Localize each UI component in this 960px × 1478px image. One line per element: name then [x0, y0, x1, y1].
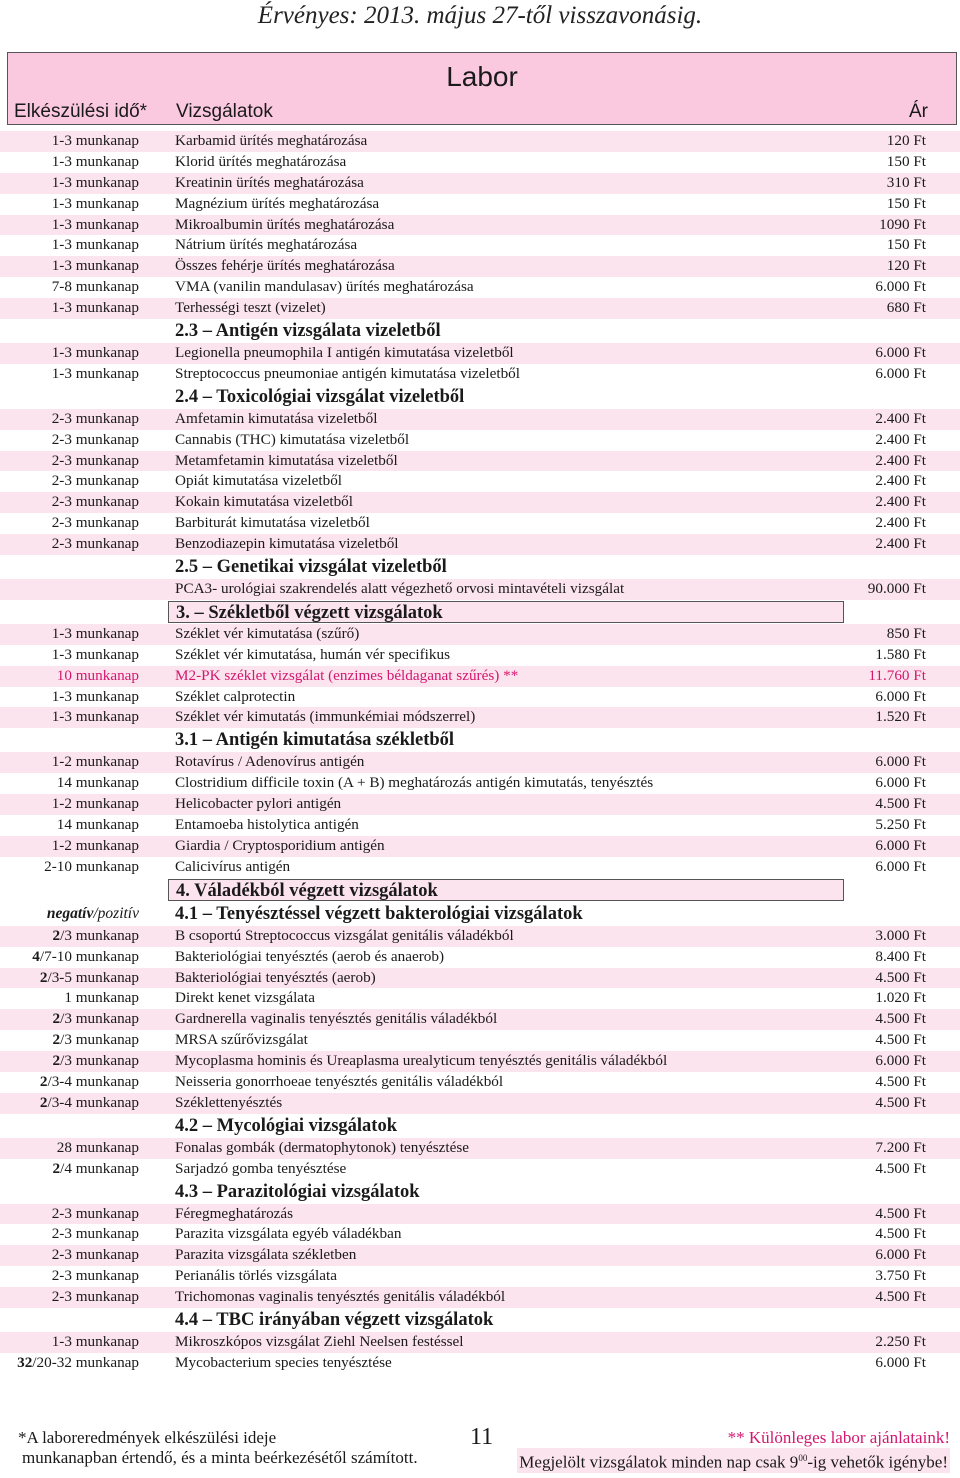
- table-row: [0, 534, 960, 555]
- turnaround-text: 2-3 munkanap: [51, 451, 139, 469]
- turnaround-time: [44, 857, 139, 878]
- table-row: [0, 1009, 960, 1030]
- table-row: [0, 773, 960, 794]
- test-name: Helicobacter pylori antigén: [175, 795, 342, 813]
- table-row: [0, 409, 960, 430]
- turnaround-negative-days: 2: [52, 1052, 61, 1070]
- section-title: 4. Váladékból végzett vizsgálatok: [168, 879, 844, 901]
- table-row: [0, 471, 960, 492]
- turnaround-time: [57, 1138, 139, 1159]
- test-name: Bakteriológiai tenyésztés (aerob és anaerob): [175, 947, 445, 965]
- test-name: VMA (vanilin mandulasav) ürítés meghatározása: [175, 278, 474, 296]
- test-name: Mycobacterium species tenyésztése: [175, 1353, 392, 1371]
- test-name: Nátrium ürítés meghatározása: [175, 236, 358, 254]
- turnaround-text: 1-3 munkanap: [51, 257, 139, 275]
- turnaround-time: [57, 773, 139, 794]
- test-price: 6.000 Ft: [875, 836, 926, 854]
- table-row: [0, 1266, 960, 1287]
- test-name: Cannabis (THC) kimutatása vizeletből: [175, 430, 410, 448]
- turnaround-text: /3-4 munkanap: [47, 1072, 139, 1090]
- table-row: [0, 492, 960, 513]
- turnaround-text: /3 munkanap: [60, 1052, 139, 1070]
- turnaround-time: [64, 988, 139, 1009]
- test-price: 6.000 Ft: [875, 857, 926, 875]
- test-price: 850 Ft: [886, 624, 926, 642]
- table-row: [0, 752, 960, 773]
- test-price: 6.000 Ft: [875, 1246, 926, 1264]
- special-offer-text: ** Különleges labor ajánlataink!: [727, 1428, 950, 1447]
- turnaround-text: 1-3 munkanap: [51, 687, 139, 705]
- test-name: Összes fehérje ürítés meghatározása: [175, 257, 395, 275]
- turnaround-negative-days: 2: [52, 1159, 61, 1177]
- test-name: Széklet calprotectin: [175, 687, 296, 705]
- turnaround-text: /3 munkanap: [60, 1010, 139, 1028]
- test-price: 6.000 Ft: [875, 1353, 926, 1371]
- test-price: 3.750 Ft: [875, 1267, 926, 1285]
- turnaround-time: [53, 1159, 139, 1180]
- section-heading: [0, 385, 960, 409]
- table-row: [0, 235, 960, 256]
- test-price: 8.400 Ft: [875, 947, 926, 965]
- table-header: [7, 52, 957, 125]
- test-name: Mikroalbumin ürítés meghatározása: [175, 215, 395, 233]
- turnaround-time: [52, 364, 139, 385]
- table-row: [0, 645, 960, 666]
- test-name: PCA3- urológiai szakrendelés alatt végezhető orvosi mintavételi vizsgálat: [175, 580, 625, 598]
- test-price: 1090 Ft: [879, 215, 926, 233]
- turnaround-negative-days: 2: [52, 1031, 61, 1049]
- table-row: [0, 131, 960, 152]
- table-row: [0, 794, 960, 815]
- turnaround-time: [52, 534, 139, 555]
- test-price: 4.500 Ft: [875, 795, 926, 813]
- turnaround-time: [52, 277, 139, 298]
- turnaround-time: [40, 1093, 139, 1114]
- test-price: 4.500 Ft: [875, 1288, 926, 1306]
- turnaround-text: 2-3 munkanap: [51, 514, 139, 532]
- turnaround-text: 1-3 munkanap: [51, 194, 139, 212]
- test-price: 6.000 Ft: [875, 687, 926, 705]
- turnaround-text: 2-3 munkanap: [51, 472, 139, 490]
- turnaround-text: 1-3 munkanap: [51, 173, 139, 191]
- test-name: Giardia / Cryptosporidium antigén: [175, 836, 385, 854]
- turnaround-time: [52, 215, 139, 236]
- section-heading: [0, 728, 960, 752]
- test-price: 6.000 Ft: [875, 1052, 926, 1070]
- test-price: 4.500 Ft: [875, 1010, 926, 1028]
- turnaround-time: [52, 1332, 139, 1353]
- section-heading: [0, 1308, 960, 1332]
- turnaround-text: 1-3 munkanap: [51, 215, 139, 233]
- test-name: Mikroszkópos vizsgálat Ziehl Neelsen festéssel: [175, 1332, 464, 1350]
- turnaround-time: [52, 430, 139, 451]
- test-price: 150 Ft: [886, 152, 926, 170]
- turnaround-text: 1-3 munkanap: [51, 152, 139, 170]
- column-header-test: Vizsgálatok: [176, 101, 273, 122]
- section-title: 2.3 – Antigén vizsgálata vizeletből: [175, 321, 441, 342]
- test-name: Fonalas gombák (dermatophytonok) tenyésztése: [175, 1138, 469, 1156]
- test-price: 6.000 Ft: [875, 278, 926, 296]
- test-name: Calicivírus antigén: [175, 857, 291, 875]
- table-row: [0, 1159, 960, 1180]
- test-name: Széklet vér kimutatása, humán vér specifikus: [175, 645, 450, 663]
- test-price: 2.400 Ft: [875, 514, 926, 532]
- test-name: M2-PK széklet vizsgálat (enzimes béldaganat szűrés) **: [175, 666, 519, 684]
- test-price: 1.020 Ft: [875, 989, 926, 1007]
- test-name: Széklettenyésztés: [175, 1093, 283, 1111]
- table-row: [0, 173, 960, 194]
- table-row: [0, 194, 960, 215]
- turnaround-text: 1-3 munkanap: [51, 236, 139, 254]
- table-row: [0, 579, 960, 600]
- turnaround-time: [52, 471, 139, 492]
- table-row: [0, 707, 960, 728]
- table-row: [0, 215, 960, 236]
- turnaround-text: 2-3 munkanap: [51, 430, 139, 448]
- test-price: 7.200 Ft: [875, 1138, 926, 1156]
- table-row: [0, 343, 960, 364]
- table-row: [0, 1138, 960, 1159]
- section-title: 2.4 – Toxicológiai vizsgálat vizeletből: [175, 386, 465, 407]
- turnaround-text: 2-3 munkanap: [51, 1288, 139, 1306]
- turnaround-text: /20-32 munkanap: [32, 1353, 139, 1371]
- turnaround-negative-days: 32: [17, 1353, 33, 1371]
- turnaround-time: [52, 1266, 139, 1287]
- test-price: 4.500 Ft: [875, 1093, 926, 1111]
- test-name: Direkt kenet vizsgálata: [175, 989, 316, 1007]
- section-heading: [0, 878, 960, 902]
- table-row: [0, 926, 960, 947]
- table-row: [0, 1353, 960, 1374]
- table-row: [0, 836, 960, 857]
- table-row: [0, 1287, 960, 1308]
- turnaround-negative-days: 2: [39, 968, 48, 986]
- test-price: 6.000 Ft: [875, 344, 926, 362]
- turnaround-time: [40, 1072, 139, 1093]
- table-row: [0, 624, 960, 645]
- turnaround-text: 1-3 munkanap: [51, 299, 139, 317]
- turnaround-text: 1-3 munkanap: [51, 364, 139, 382]
- test-name: Barbiturát kimutatása vizeletből: [175, 514, 370, 532]
- turnaround-time: [53, 1030, 139, 1051]
- page-title: Labor: [446, 61, 518, 92]
- test-name: Clostridium difficile toxin (A + B) meghatározás antigén kimutatás, tenyésztés: [175, 774, 654, 792]
- turnaround-time: [52, 1287, 139, 1308]
- turnaround-time: [52, 256, 139, 277]
- table-row: [0, 256, 960, 277]
- test-name: Gardnerella vaginalis tenyésztés genitális váladékból: [175, 1010, 498, 1028]
- turnaround-time: [52, 343, 139, 364]
- column-header-price: Ár: [909, 101, 928, 122]
- turnaround-time: [57, 666, 139, 687]
- turnaround-text: 2-10 munkanap: [44, 857, 139, 875]
- marked-tests-sup: 00: [798, 1453, 808, 1463]
- turnaround-text: 1-2 munkanap: [51, 836, 139, 854]
- turnaround-time: [52, 131, 139, 152]
- turnaround-text: 28 munkanap: [56, 1138, 139, 1156]
- test-price: 6.000 Ft: [875, 774, 926, 792]
- test-price: 680 Ft: [886, 299, 926, 317]
- footer-offer: [517, 1428, 950, 1473]
- test-price: 2.400 Ft: [875, 535, 926, 553]
- section-title: 4.3 – Parazitológiai vizsgálatok: [175, 1181, 420, 1202]
- test-name: Legionella pneumophila I antigén kimutatása vizeletből: [175, 344, 514, 362]
- turnaround-time: [52, 1224, 139, 1245]
- turnaround-text: 2-3 munkanap: [51, 493, 139, 511]
- turnaround-negative-days: 2: [52, 1010, 61, 1028]
- test-price: 2.250 Ft: [875, 1332, 926, 1350]
- table-row: [0, 1224, 960, 1245]
- turnaround-time: [52, 624, 139, 645]
- section-title: 4.4 – TBC irányában végzett vizsgálatok: [175, 1309, 494, 1330]
- turnaround-time: [52, 513, 139, 534]
- test-price: 310 Ft: [886, 173, 926, 191]
- test-name: Trichomonas vaginalis tenyésztés genitális váladékból: [175, 1288, 506, 1306]
- test-name: Terhességi teszt (vizelet): [175, 299, 326, 317]
- test-name: Kokain kimutatása vizeletből: [175, 493, 353, 511]
- result-type-negative: negatív: [46, 904, 94, 922]
- turnaround-time: [53, 1051, 139, 1072]
- test-price: 4.500 Ft: [875, 1031, 926, 1049]
- table-row: [0, 513, 960, 534]
- turnaround-text: 1 munkanap: [64, 989, 139, 1007]
- turnaround-time: [52, 836, 139, 857]
- turnaround-text: 1-2 munkanap: [51, 753, 139, 771]
- test-name: Parazita vizsgálata egyéb váladékban: [175, 1225, 402, 1243]
- turnaround-text: /3-4 munkanap: [47, 1093, 139, 1111]
- turnaround-text: 7-8 munkanap: [51, 278, 139, 296]
- test-name: Féregmeghatározás: [175, 1204, 294, 1222]
- test-name: B csoportú Streptococcus vizsgálat genitális váladékból: [175, 926, 514, 944]
- turnaround-negative-days: 2: [52, 926, 61, 944]
- table-row: [0, 430, 960, 451]
- turnaround-time: [57, 815, 139, 836]
- test-name: Kreatinin ürítés meghatározása: [175, 173, 364, 191]
- table-row: [0, 1245, 960, 1266]
- test-price: 120 Ft: [886, 257, 926, 275]
- turnaround-time: [53, 926, 139, 947]
- test-name: Karbamid ürítés meghatározása: [175, 132, 368, 149]
- turnaround-time: [52, 752, 139, 773]
- turnaround-text: 1-3 munkanap: [51, 344, 139, 362]
- section-heading: [0, 555, 960, 579]
- test-price: 4.500 Ft: [875, 1072, 926, 1090]
- test-name: Mycoplasma hominis és Ureaplasma urealyticum tenyésztés genitális váladékból: [175, 1052, 668, 1070]
- turnaround-time: [52, 1204, 139, 1225]
- turnaround-text: 2-3 munkanap: [51, 1225, 139, 1243]
- test-name: MRSA szűrővizsgálat: [175, 1031, 308, 1049]
- turnaround-time: [52, 492, 139, 513]
- table-row: [0, 815, 960, 836]
- test-price: 2.400 Ft: [875, 409, 926, 427]
- test-price: 4.500 Ft: [875, 968, 926, 986]
- turnaround-time: [52, 298, 139, 319]
- test-name: Opiát kimutatása vizeletből: [175, 472, 343, 490]
- table-row: [0, 968, 960, 989]
- test-name: Perianális törlés vizsgálata: [175, 1267, 337, 1285]
- turnaround-text: /3-5 munkanap: [47, 968, 139, 986]
- test-price: 1.520 Ft: [875, 708, 926, 726]
- column-header-time: Elkészülési idő*: [14, 101, 148, 122]
- marked-tests-note: [517, 1448, 950, 1473]
- test-name: Entamoeba histolytica antigén: [175, 816, 359, 834]
- table-row: [0, 1030, 960, 1051]
- turnaround-negative-days: 4: [32, 947, 40, 965]
- section-title: 3.1 – Antigén kimutatása székletből: [175, 730, 455, 751]
- test-name: Metamfetamin kimutatása vizeletből: [175, 451, 398, 469]
- turnaround-text: 10 munkanap: [56, 666, 139, 684]
- table-row: [0, 1204, 960, 1225]
- turnaround-negative-days: 2: [39, 1093, 48, 1111]
- turnaround-text: 14 munkanap: [56, 816, 139, 834]
- test-name: Magnézium ürítés meghatározása: [175, 194, 380, 212]
- turnaround-text: /3 munkanap: [60, 1031, 139, 1049]
- turnaround-time: [52, 235, 139, 256]
- test-name: Széklet vér kimutatás (immunkémiai módszerrel): [175, 708, 476, 726]
- test-name: Streptococcus pneumoniae antigén kimutatása vizeletből: [175, 364, 520, 382]
- test-price: 6.000 Ft: [875, 753, 926, 771]
- turnaround-time: [52, 687, 139, 708]
- turnaround-text: 2-3 munkanap: [51, 1204, 139, 1222]
- turnaround-text: 2-3 munkanap: [51, 1267, 139, 1285]
- test-price: 11.760 Ft: [868, 666, 926, 684]
- footer-note: [18, 1428, 418, 1468]
- section-title: 2.5 – Genetikai vizsgálat vizeletből: [175, 557, 447, 578]
- turnaround-text: /4 munkanap: [60, 1159, 139, 1177]
- test-price: 4.500 Ft: [875, 1159, 926, 1177]
- turnaround-time: [52, 451, 139, 472]
- turnaround-time: [52, 409, 139, 430]
- test-name: Parazita vizsgálata székletben: [175, 1246, 357, 1264]
- turnaround-time: [52, 1245, 139, 1266]
- table-row: [0, 152, 960, 173]
- turnaround-text: 1-3 munkanap: [51, 624, 139, 642]
- table-row: [0, 1051, 960, 1072]
- section-title: 4.1 – Tenyésztéssel végzett bakterológiai vizsgálatok: [175, 903, 583, 924]
- turnaround-time: [53, 1009, 139, 1030]
- test-price: 2.400 Ft: [875, 451, 926, 469]
- turnaround-time: [17, 1353, 139, 1374]
- test-price: 2.400 Ft: [875, 472, 926, 490]
- page-number: 11: [470, 1424, 494, 1450]
- table-row: [0, 277, 960, 298]
- turnaround-text: 2-3 munkanap: [51, 1246, 139, 1264]
- table-row: [0, 298, 960, 319]
- test-name: Neisseria gonorrhoeae tenyésztés genitális váladékból: [175, 1072, 504, 1090]
- test-price: 150 Ft: [886, 194, 926, 212]
- footer-note-line2: munkanapban értendő, és a minta beérkezésétől számított.: [22, 1448, 418, 1467]
- turnaround-text: 2-3 munkanap: [51, 535, 139, 553]
- turnaround-text: 1-3 munkanap: [51, 645, 139, 663]
- test-name: Sarjadzó gomba tenyésztése: [175, 1159, 347, 1177]
- turnaround-text: 1-2 munkanap: [51, 795, 139, 813]
- turnaround-time: [52, 794, 139, 815]
- turnaround-time: [52, 173, 139, 194]
- turnaround-time: [52, 707, 139, 728]
- turnaround-text: 1-3 munkanap: [51, 1332, 139, 1350]
- turnaround-time: [52, 194, 139, 215]
- table-row: [0, 988, 960, 1009]
- test-name: Bakteriológiai tenyésztés (aerob): [175, 968, 376, 986]
- test-name: Széklet vér kimutatása (szűrő): [175, 624, 360, 642]
- section-heading: [0, 1180, 960, 1204]
- test-name: Klorid ürítés meghatározása: [175, 152, 347, 170]
- result-type-label: [47, 902, 139, 926]
- table-row: [0, 1332, 960, 1353]
- table-row: [0, 1093, 960, 1114]
- turnaround-time: [52, 645, 139, 666]
- section-heading: [0, 600, 960, 624]
- turnaround-text: 14 munkanap: [56, 774, 139, 792]
- turnaround-time: [32, 947, 139, 968]
- test-price: 3.000 Ft: [875, 926, 926, 944]
- test-price: 6.000 Ft: [875, 364, 926, 382]
- test-price: 4.500 Ft: [875, 1225, 926, 1243]
- test-name: Benzodiazepin kimutatása vizeletből: [175, 535, 399, 553]
- test-name: Amfetamin kimutatása vizeletből: [175, 409, 378, 427]
- turnaround-time: [52, 152, 139, 173]
- table-row: [0, 857, 960, 878]
- marked-tests-text-end: -ig vehetők igénybe!: [807, 1452, 948, 1472]
- turnaround-text: /3 munkanap: [60, 926, 139, 944]
- table-row: [0, 687, 960, 708]
- turnaround-text: 1-3 munkanap: [51, 132, 139, 149]
- test-price: 2.400 Ft: [875, 430, 926, 448]
- validity-note: Érvényes: 2013. május 27-től visszavonásig.: [257, 2, 703, 29]
- table-row: [0, 364, 960, 385]
- table-row: [0, 947, 960, 968]
- table-row: [0, 666, 960, 687]
- turnaround-text: /7-10 munkanap: [39, 947, 139, 965]
- section-heading: [0, 1114, 960, 1138]
- section-heading: [0, 902, 960, 926]
- test-price: 2.400 Ft: [875, 493, 926, 511]
- turnaround-negative-days: 2: [39, 1072, 48, 1090]
- section-title: 4.2 – Mycológiai vizsgálatok: [175, 1115, 397, 1136]
- test-name: Rotavírus / Adenovírus antigén: [175, 753, 365, 771]
- test-price: 150 Ft: [886, 236, 926, 254]
- turnaround-time: [40, 968, 139, 989]
- turnaround-text: 1-3 munkanap: [51, 708, 139, 726]
- test-price: 1.580 Ft: [875, 645, 926, 663]
- test-price: 90.000 Ft: [867, 580, 926, 598]
- price-list: [0, 131, 960, 1374]
- section-title: 3. – Székletből végzett vizsgálatok: [168, 601, 844, 623]
- test-price: 4.500 Ft: [875, 1204, 926, 1222]
- footer-note-line1: *A laboreredmények elkészülési ideje: [18, 1428, 277, 1447]
- table-row: [0, 451, 960, 472]
- result-type-positive: /pozitív: [93, 904, 139, 922]
- turnaround-text: 2-3 munkanap: [51, 409, 139, 427]
- table-row: [0, 1072, 960, 1093]
- marked-tests-text: Megjelölt vizsgálatok minden nap csak 9: [519, 1452, 799, 1472]
- test-price: 120 Ft: [886, 132, 926, 149]
- section-heading: [0, 319, 960, 343]
- test-price: 5.250 Ft: [875, 816, 926, 834]
